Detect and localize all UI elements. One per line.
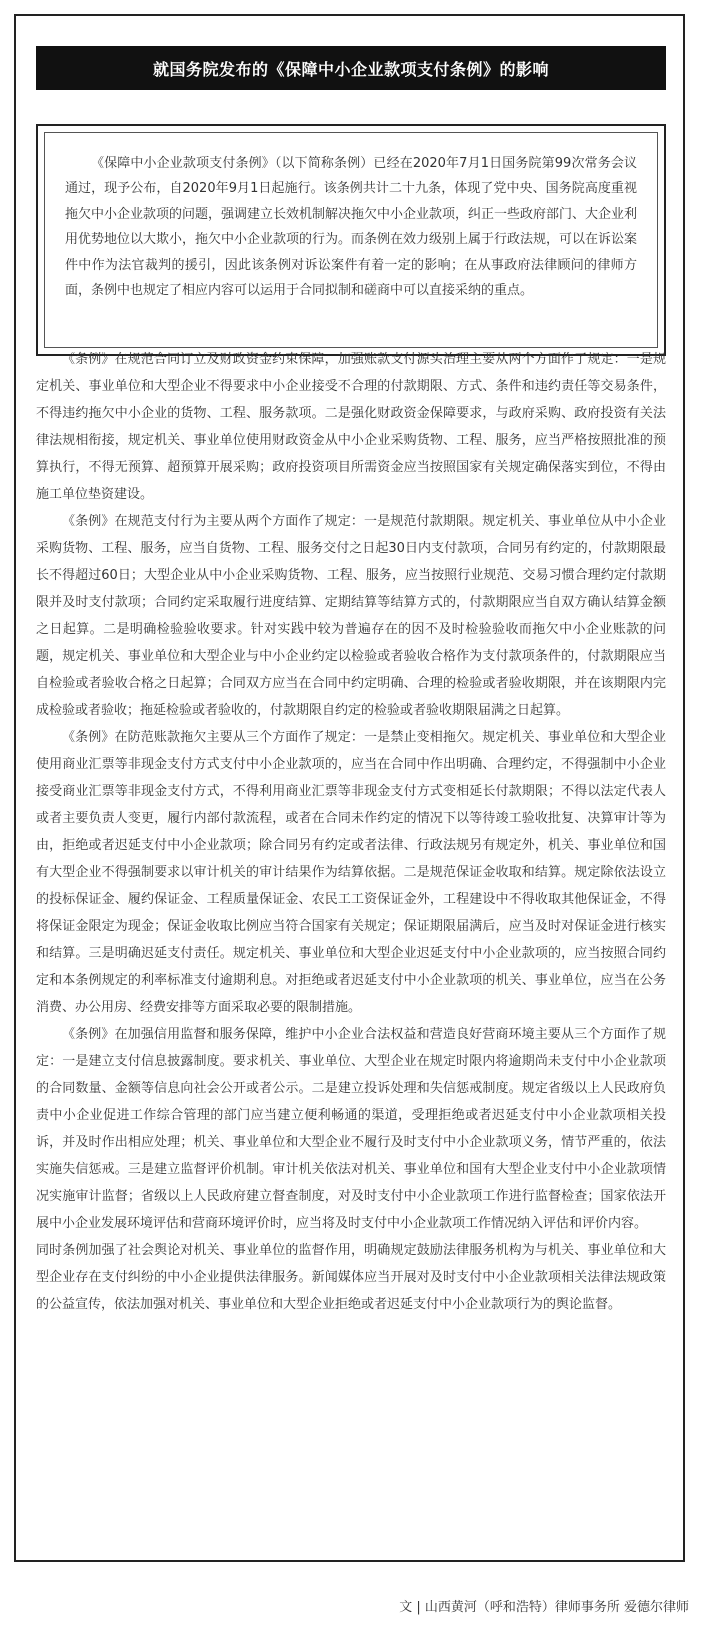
author-credit: 文 | 山西黄河（呼和浩特）律师事务所 爱德尔律师 (399, 1600, 689, 1615)
intro-box-inner (44, 132, 658, 348)
article-body (36, 346, 666, 1318)
body-paragraph-4: 《条例》在加强信用监督和服务保障，维护中小企业合法权益和营造良好营商环境主要从三个方面作了规定：一是建立支付信息披露制度。要求机关、事业单位、大型企业在规定时限内将逾期尚未支付中小企业款项的合同数量、金额等信息向社会公开或者公示。二是建立投诉处理和失信惩戒制度。规定省级以上人民政府负责中小企业促进工作综合管理的部门应当建立便利畅通的渠道，受理拒绝或者迟延支付中小企业款项相关投诉，并及时作出相应处理；机关、事业单位和大型企业不履行及时支付中小企业款项义务，情节严重的，依法实施失信惩戒。三是建立监督评价机制。审计机关依法对机关、事业单位和国有大型企业支付中小企业款项情况实施审计监督；省级以上人民政府建立督查制度，对及时支付中小企业款项工作进行监督检查；国家依法开展中小企业发展环境评估和营商环境评价时，应当将及时支付中小企业款项工作情况纳入评估和评价内容。 (36, 1027, 666, 1231)
article-title-text: 就国务院发布的《保障中小企业款项支付条例》的影响 (152, 59, 549, 79)
body-paragraph-2: 《条例》在规范支付行为主要从两个方面作了规定：一是规范付款期限。规定机关、事业单位从中小企业采购货物、工程、服务，应当自货物、工程、服务交付之日起30日内支付款项，合同另有约定的，付款期限最长不得超过60日；大型企业从中小企业采购货物、工程、服务，应当按照行业规范、交易习惯合理约定付款期限并及时支付款项；合同约定采取履行进度结算、定期结算等结算方式的，付款期限应当自双方确认结算金额之日起算。二是明确检验验收要求。针对实践中较为普遍存在的因不及时检验验收而拖欠中小企业账款的问题，规定机关、事业单位和大型企业与中小企业约定以检验或者验收合格作为支付款项条件的，付款期限应当自检验或者验收合格之日起算；合同双方应当在合同中约定明确、合理的检验或者验收期限，并在该期限内完成检验或者验收；拖延检验或者验收的，付款期限自约定的检验或者验收期限届满之日起算。 (36, 514, 666, 718)
body-paragraph-5: 同时条例加强了社会舆论对机关、事业单位的监督作用，明确规定鼓励法律服务机构为与机关、事业单位和大型企业存在支付纠纷的中小企业提供法律服务。新闻媒体应当开展对及时支付中小企业款项相关法律法规政策的公益宣传，依法加强对机关、事业单位和大型企业拒绝或者迟延支付中小企业款项行为的舆论监督。 (36, 1243, 666, 1312)
body-paragraph-3: 《条例》在防范账款拖欠主要从三个方面作了规定：一是禁止变相拖欠。规定机关、事业单位和大型企业使用商业汇票等非现金支付方式支付中小企业款项的，应当在合同中作出明确、合理约定，不得强制中小企业接受商业汇票等非现金支付方式，不得利用商业汇票等非现金支付方式变相延长付款期限；不得以法定代表人或者主要负责人变更，履行内部付款流程，或者在合同未作约定的情况下以等待竣工验收批复、决算审计等为由，拒绝或者迟延支付中小企业款项；除合同另有约定或者法律、行政法规另有规定外，机关、事业单位和国有大型企业不得强制要求以审计机关的审计结果作为结算依据。二是规范保证金收取和结算。规定除依法设立的投标保证金、履约保证金、工程质量保证金、农民工工资保证金外，工程建设中不得收取其他保证金，不得将保证金限定为现金；保证金收取比例应当符合国家有关规定；保证期限届满后，应当及时对保证金进行核实和结算。三是明确迟延支付责任。规定机关、事业单位和大型企业迟延支付中小企业款项的，应当按照合同约定和本条例规定的利率标准支付逾期利息。对拒绝或者迟延支付中小企业款项的机关、事业单位，应当在公务消费、办公用房、经费安排等方面采取必要的限制措施。 (36, 730, 666, 1015)
article-title (36, 46, 666, 90)
intro-paragraph: 《保障中小企业款项支付条例》（以下简称条例）已经在2020年7月1日国务院第99次常务会议通过，现予公布，自2020年9月1日起施行。该条例共计二十九条，体现了党中央、国务院高度重视拖欠中小企业款项的问题，强调建立长效机制解决拖欠中小企业款项，纠正一些政府部门、大企业利用优势地位以大欺小，拖欠中小企业款项的行为。而条例在效力级别上属于行政法规，可以在诉讼案件中作为法官裁判的援引，因此该条例对诉讼案件有着一定的影响；在从事政府法律顾问的律师方面，条例中也规定了相应内容可以运用于合同拟制和磋商中可以直接采纳的重点。 (65, 156, 638, 299)
body-paragraph-1: 《条例》在规范合同订立及财政资金约束保障，加强账款支付源头治理主要从两个方面作了规定：一是规定机关、事业单位和大型企业不得要求中小企业接受不合理的付款期限、方式、条件和违约责任等交易条件，不得违约拖欠中小企业的货物、工程、服务款项。二是强化财政资金保障要求，与政府采购、政府投资有关法律法规相衔接，规定机关、事业单位使用财政资金从中小企业采购货物、工程、服务，应当严格按照批准的预算执行，不得无预算、超预算开展采购；政府投资项目所需资金应当按照国家有关规定确保落实到位，不得由施工单位垫资建设。 (36, 352, 666, 502)
intro-box (36, 124, 666, 356)
